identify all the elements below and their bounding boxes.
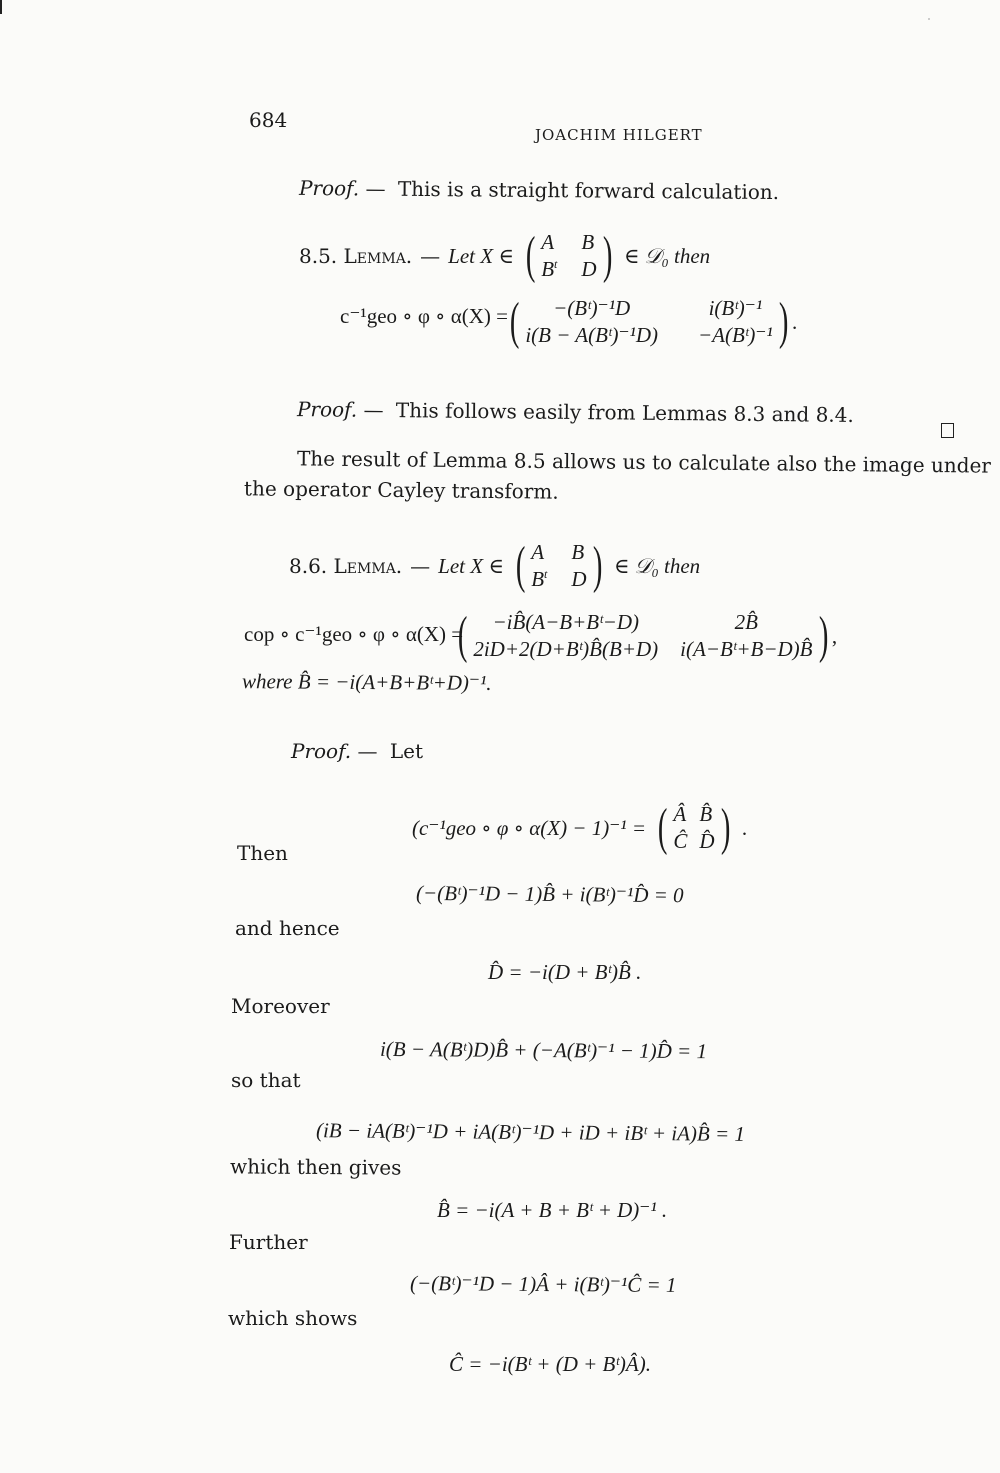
proof-let: Let xyxy=(389,739,424,763)
lemma-dash: — xyxy=(420,244,441,268)
lemma-8-6-where: where B̂ = −i(A+B+Bᵗ+D)⁻¹. xyxy=(241,669,492,695)
matrix-cell: i(Bᵗ)⁻¹ xyxy=(708,296,763,320)
lemma-8-5-statement xyxy=(299,227,711,284)
matrix-cell: i(B − A(Bᵗ)⁻¹D) xyxy=(525,323,658,347)
proof-dash: — xyxy=(363,397,384,422)
proof-label: Proof. xyxy=(298,175,360,201)
matrix-cell: −A(Bᵗ)⁻¹ xyxy=(697,323,773,347)
equation-7: (−(Bᵗ)⁻¹D − 1)Â + i(Bᵗ)⁻¹Ĉ = 1 xyxy=(409,1271,677,1297)
lemma-8-5-result-matrix: ( −(Bᵗ)⁻¹D i(Bᵗ)⁻¹ i(B − A(Bᵗ)⁻¹D) −A(Bᵗ)⁻¹ ) . xyxy=(509,293,798,350)
lemma-8-6-result-matrix: ( −iB̂(A−B+Bᵗ−D) 2B̂ 2iD+2(D+Bᵗ)B̂(B+D) i(A−Bᵗ+B−D)B̂ ) , xyxy=(457,607,838,664)
scan-speck xyxy=(928,18,930,20)
lemma-8-5-lhs: c⁻¹geo ∘ φ ∘ α(X) = xyxy=(340,304,508,328)
matrix-cell: 2iD+2(D+Bᵗ)B̂(B+D) xyxy=(473,637,659,661)
qed-square-icon xyxy=(941,423,954,438)
equation-2: (−(Bᵗ)⁻¹D − 1)B̂ + i(Bᵗ)⁻¹D̂ = 0 xyxy=(415,880,684,908)
lemma-let: Let X ∈ xyxy=(448,243,514,268)
page-number: 684 xyxy=(249,108,288,132)
connective-so-that: so that xyxy=(231,1068,301,1092)
equation-3: D̂ = −i(D + Bᵗ)B̂ . xyxy=(488,960,642,984)
lemma-then: ∈ 𝒟₀ then xyxy=(613,553,701,578)
running-head: JOACHIM HILGERT xyxy=(535,126,703,144)
cursor-mark xyxy=(0,0,2,14)
lemma-then: ∈ 𝒟₀ then xyxy=(623,243,711,268)
matrix-cell: i(A−Bᵗ+B−D)B̂ xyxy=(680,637,813,661)
proof-label: Proof. xyxy=(296,397,358,422)
equation-5: (iB − iA(Bᵗ)⁻¹D + iA(Bᵗ)⁻¹D + iD + iBᵗ + iA)B̂ = 1 xyxy=(315,1118,746,1146)
lemma-8-5-input-matrix: ( A B $B^t$ D ) xyxy=(525,227,612,284)
proof-dash: — xyxy=(357,739,378,763)
lemma-label: 8.6. Lemma. xyxy=(289,554,403,578)
lemma-label: 8.5. Lemma. xyxy=(299,244,413,268)
proof-text: This follows easily from Lemmas 8.3 and 8.4. xyxy=(395,398,854,427)
hat-block-matrix: ( Â B̂ Ĉ D̂ ) xyxy=(657,799,730,856)
proof-dash: — xyxy=(365,176,386,201)
lemma-dash: — xyxy=(410,554,431,578)
connective-moreover: Moreover xyxy=(231,994,330,1018)
equation-8: Ĉ = −i(Bᵗ + (D + Bᵗ)Â). xyxy=(449,1352,651,1376)
proof-8-6-heading xyxy=(291,739,423,763)
connective-then: Then xyxy=(237,841,288,865)
proof-8-4 xyxy=(299,176,779,204)
paragraph-line-1: The result of Lemma 8.5 allows us to calculate also the image under xyxy=(296,446,992,478)
proof-text: This is a straight forward calculation. xyxy=(397,176,780,205)
connective-further: Further xyxy=(229,1230,308,1254)
matrix-cell: 2B̂ xyxy=(734,610,758,634)
equation-1: (c⁻¹geo ∘ φ ∘ α(X) − 1)⁻¹ = ( Â B̂ Ĉ D̂ ) . xyxy=(412,799,748,856)
connective-which-then-gives: which then gives xyxy=(229,1154,402,1180)
equation-6: B̂ = −i(A + B + Bᵗ + D)⁻¹ . xyxy=(437,1198,668,1222)
matrix-cell: −iB̂(A−B+Bᵗ−D) xyxy=(492,610,639,634)
paragraph-line-2: the operator Cayley transform. xyxy=(243,476,559,504)
connective-and-hence: and hence xyxy=(235,916,340,940)
lemma-let: Let X ∈ xyxy=(438,553,504,578)
matrix-cell: −(Bᵗ)⁻¹D xyxy=(553,296,631,320)
equation-4: i(B − A(Bᵗ)D)B̂ + (−A(Bᵗ)⁻¹ − 1)D̂ = 1 xyxy=(379,1036,708,1064)
connective-which-shows: which shows xyxy=(228,1306,358,1330)
lemma-8-6-statement xyxy=(289,537,701,594)
equation-lhs: (c⁻¹geo ∘ φ ∘ α(X) − 1)⁻¹ = xyxy=(412,815,647,840)
lemma-8-6-input-matrix: ( A B $B^t$ D ) xyxy=(515,537,602,594)
lemma-8-6-lhs: cop ∘ c⁻¹geo ∘ φ ∘ α(X) = xyxy=(244,622,464,646)
proof-label: Proof. xyxy=(291,739,352,763)
proof-8-5 xyxy=(297,397,854,427)
